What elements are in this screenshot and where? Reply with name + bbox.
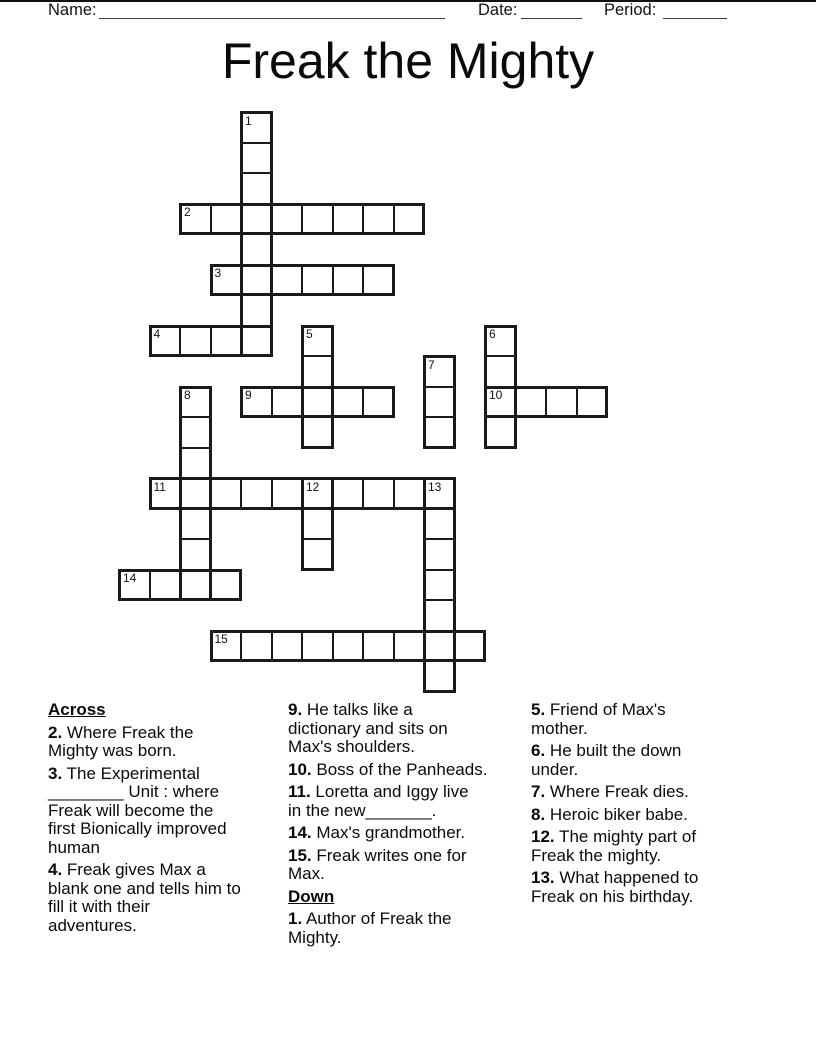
clue-10: 10. Boss of the Panheads. [288,759,488,779]
grid-cell[interactable] [515,386,548,419]
grid-cell[interactable] [484,325,517,358]
grid-cell[interactable] [179,569,212,602]
grid-cell[interactable] [362,386,395,419]
cell-number: 14 [123,571,137,585]
grid-cell[interactable] [118,569,151,602]
grid-cell[interactable] [210,325,243,358]
grid-cell[interactable] [484,416,517,449]
grid-cell[interactable] [240,142,273,175]
grid-cell[interactable] [423,477,456,510]
clue-number: 14. [288,823,312,842]
grid-cell[interactable] [210,630,243,663]
grid-cell[interactable] [576,386,609,419]
grid-cell[interactable] [149,325,182,358]
grid-cell[interactable] [362,203,395,236]
clue-2: 2. Where Freak the Mighty was born. [48,722,194,760]
grid-cell[interactable] [332,386,365,419]
cell-number: 4 [153,327,161,341]
grid-cell[interactable] [423,355,456,388]
grid-cell[interactable] [240,325,273,358]
grid-cell[interactable] [179,325,212,358]
clue-number: 4. [48,860,63,879]
clues-heading-down: Down [288,886,335,906]
clue-number: 2. [48,722,63,742]
grid-cell[interactable] [179,477,212,510]
grid-cell[interactable] [179,508,212,541]
clue-1: 1. Author of Freak the Mighty. [288,909,452,947]
cell-number: 5 [306,327,313,341]
grid-cell[interactable] [393,630,426,663]
name-label: Name: [48,1,97,19]
grid-cell[interactable] [240,111,273,144]
grid-cell[interactable] [301,416,334,449]
clue-15: 15. Freak writes one for Max. [288,845,467,883]
clue-column-1 [48,701,284,939]
grid-cell[interactable] [240,264,273,297]
clue-6: 6. He built the down under. [531,741,682,779]
clue-number: 8. [531,804,546,824]
grid-cell[interactable] [332,264,365,297]
clue-12: 12. The mighty part of Freak the mighty. [531,827,697,865]
cell-number: 2 [184,205,191,219]
grid-cell[interactable] [271,477,304,510]
grid-cell[interactable] [240,203,273,236]
clue-9: 9. He talks like a dictionary and sits on Max's shoulders. [288,700,448,756]
cell-number: 8 [184,388,191,402]
grid-cell[interactable] [210,569,243,602]
clue-number: 11. [288,782,311,801]
grid-cell[interactable] [484,355,517,388]
grid-cell[interactable] [179,447,212,480]
grid-cell[interactable] [301,508,334,541]
grid-cell[interactable] [332,630,365,663]
grid-cell[interactable] [423,416,456,449]
grid-cell[interactable] [484,386,517,419]
clue-13: 13. What happened to Freak on his birthday. [531,868,699,906]
grid-cell[interactable] [301,264,334,297]
clue-11: 11. Loretta and Iggy live in the new_______. [288,782,469,820]
grid-cell[interactable] [149,477,182,510]
grid-cell[interactable] [454,630,487,663]
grid-cell[interactable] [362,630,395,663]
grid-cell[interactable] [362,264,395,297]
grid-cell[interactable] [301,477,334,510]
clue-number: 1. [288,909,303,928]
clue-number: 9. [288,700,303,719]
grid-cell[interactable] [545,386,578,419]
grid-cell[interactable] [240,477,273,510]
grid-cell[interactable] [423,569,456,602]
period-label: Period: [604,1,657,19]
grid-cell[interactable] [423,660,456,693]
grid-cell[interactable] [271,264,304,297]
grid-cell[interactable] [332,203,365,236]
grid-cell[interactable] [423,630,456,663]
page-title: Freak the Mighty [221,33,595,89]
grid-cell[interactable] [301,355,334,388]
grid-cell[interactable] [179,386,212,419]
cell-number: 11 [153,479,166,494]
grid-cell[interactable] [210,477,243,510]
clue-number: 7. [531,782,546,801]
date-blank-line[interactable] [521,18,582,20]
grid-cell[interactable] [240,294,273,327]
grid-cell[interactable] [301,325,334,358]
clue-3: 3. The Experimental ________ Unit : where Freak will become the first Bionically improved human [48,763,227,857]
crossword-grid [118,111,609,693]
grid-cell[interactable] [240,386,273,419]
grid-cell[interactable] [271,630,304,663]
grid-cell[interactable] [271,203,304,236]
cell-number: 1 [245,113,252,128]
cell-number: 7 [428,357,435,372]
clue-number: 13. [531,868,555,887]
clue-number: 6. [531,741,546,760]
date-label: Date: [478,1,518,19]
grid-cell[interactable] [423,599,456,632]
clue-number: 15. [288,845,312,865]
cell-number: 6 [489,327,496,341]
clue-number: 10. [288,759,312,779]
grid-cell[interactable] [332,477,365,510]
grid-cell[interactable] [210,203,243,236]
name-blank-line[interactable] [99,18,445,20]
grid-cell[interactable] [301,386,334,419]
grid-cell[interactable] [210,264,243,297]
grid-cell[interactable] [362,477,395,510]
grid-cell[interactable] [301,630,334,663]
grid-cell[interactable] [240,630,273,663]
grid-cell[interactable] [240,172,273,205]
grid-cell[interactable] [179,538,212,571]
clue-7: 7. Where Freak dies. [531,782,689,801]
grid-cell[interactable] [423,508,456,541]
clue-column-3 [531,701,767,910]
clue-14: 14. Max's grandmother. [288,823,466,842]
clue-number: 5. [531,700,546,719]
period-blank-line[interactable] [663,18,727,20]
cell-number: 12 [306,479,320,494]
cell-number: 9 [245,388,252,402]
clue-5: 5. Friend of Max's mother. [531,700,666,738]
clues-heading-across: Across [48,700,106,719]
clue-column-2 [288,701,524,951]
grid-cell[interactable] [149,569,182,602]
grid-cell[interactable] [301,538,334,571]
top-rule [0,0,816,2]
cell-number: 13 [428,479,442,494]
grid-cell[interactable] [423,538,456,571]
grid-cell[interactable] [271,386,304,419]
grid-cell[interactable] [423,386,456,419]
grid-cell[interactable] [179,416,212,449]
clue-number: 12. [531,827,555,846]
grid-cell[interactable] [301,203,334,236]
grid-cell[interactable] [393,203,426,236]
grid-cell[interactable] [240,233,273,266]
grid-cell[interactable] [179,203,212,236]
cell-number: 10 [489,388,503,402]
cell-number: 15 [214,632,228,646]
clue-number: 3. [48,763,63,783]
clue-8: 8. Heroic biker babe. [531,804,688,824]
clue-4: 4. Freak gives Max a blank one and tells him to fill it with their adventures. [48,860,241,935]
grid-cell[interactable] [393,477,426,510]
cell-number: 3 [214,266,222,280]
